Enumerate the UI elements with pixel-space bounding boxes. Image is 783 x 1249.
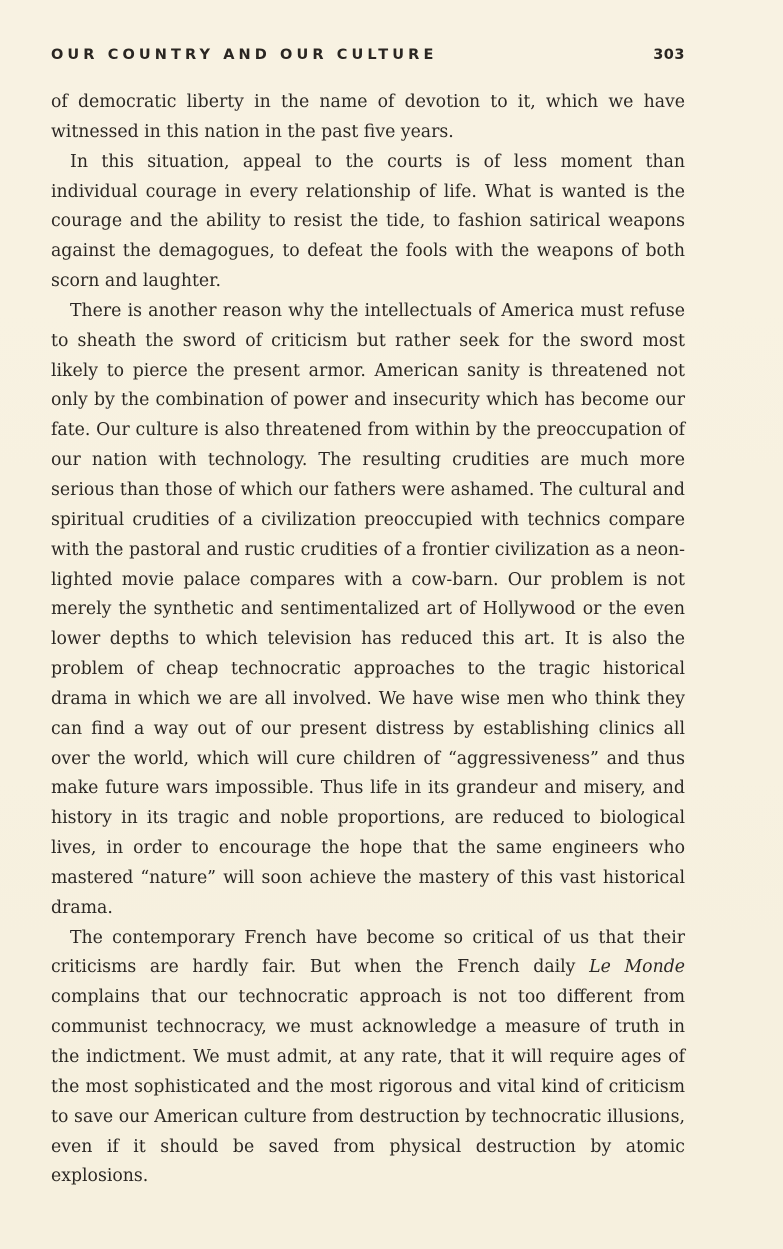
newspaper-title: Le Monde: [589, 957, 685, 978]
running-head: [51, 44, 685, 70]
paragraph-2: In this situation, appeal to the courts is of less moment than individual courage in every relationship of life. What is wanted is the courage and the ability to resist the tide, to fashion satirical weapons against the demagogues, to defeat the fools with the weapons of both scorn and laughter.: [51, 151, 685, 292]
paragraph-4-rest: complains that our technocratic approach is not too different from communist technocracy, we must acknowledge a measure of truth in the indictment. We must admit, at any rate, that it will require ages of the most sophisticated and the most rigorous and vital kind of criticism to save our American culture from destruction by technocratic illusions, even if it should be saved from physical destruction by atomic explosions.: [51, 987, 685, 1187]
paragraph-4-lead: The contemporary French have become so critical of us that their criticisms are hardly fair. But when the French daily: [51, 927, 685, 978]
page-number: 303: [653, 47, 685, 63]
paragraph-4: [51, 924, 685, 1193]
paragraph-3: There is another reason why the intellectuals of America must refuse to sheath the sword of criticism but rather seek for the sword most likely to pierce the present armor. American sanity is threatened not only by the combination of power and insecurity which has become our fate. Our culture is also threatened from within by the preoccupation of our nation with technology. The resulting crudities are much more serious than those of which our fathers were ashamed. The cultural and spiritual crudities of a civilization preoccupied with technics compare with the pastoral and rustic crudities of a frontier civilization as a neon-lighted movie palace compares with a cow-barn. Our problem is not merely the synthetic and sentimentalized art of Hollywood or the even lower depths to which television has reduced this art. It is also the problem of cheap technocratic approaches to the tragic historical drama in which we are all involved. We have wise men who think they can find a way out of our present distress by establishing clinics all over the world, which will cure children of “aggressiveness” and thus make future wars impossible. Thus life in its grandeur and misery, and history in its tragic and noble proportions, are reduced to biological lives, in order to encourage the hope that the same engineers who mastered “nature” will soon achieve the mastery of this vast historical drama.: [51, 300, 685, 918]
body-text: [51, 88, 685, 1192]
paragraph-1: of democratic liberty in the name of devotion to it, which we have witnessed in this nation in the past five years.: [51, 92, 685, 142]
running-title: OUR COUNTRY AND OUR CULTURE: [51, 47, 438, 63]
